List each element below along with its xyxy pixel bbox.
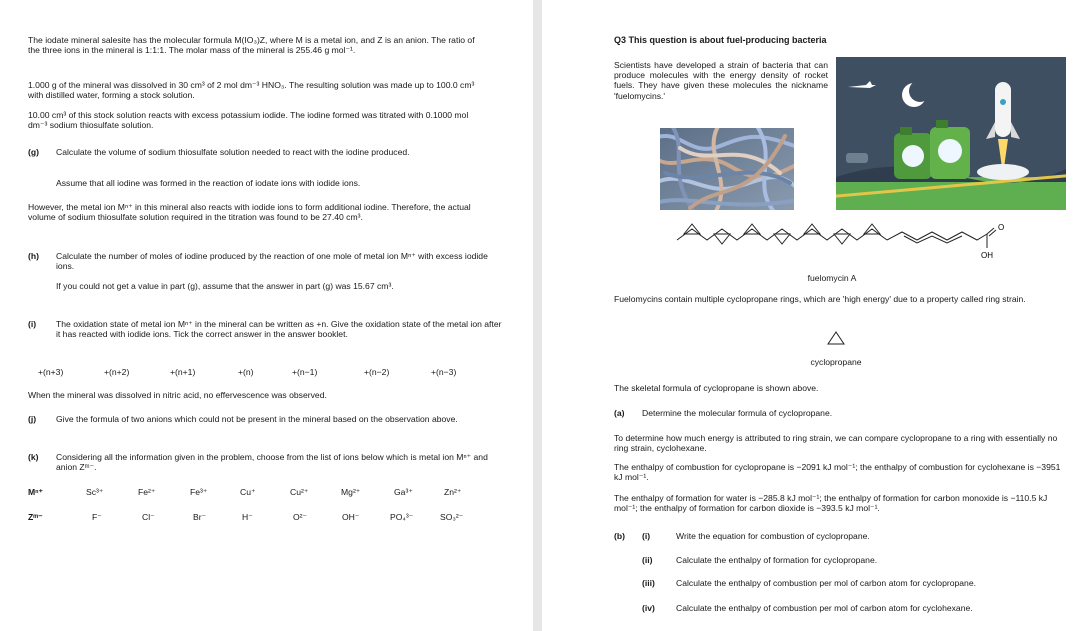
sub-text: Calculate the enthalpy of formation for cyclopropane. — [676, 555, 878, 565]
question-j — [28, 414, 508, 424]
cyclopropane-structure — [826, 330, 846, 346]
question-b-label: (b) — [614, 531, 625, 541]
question-k-label: (k) — [28, 452, 39, 462]
oxygen-label: O — [998, 223, 1005, 232]
question-j-label: (j) — [28, 414, 37, 424]
question-a — [614, 408, 1080, 418]
cation: Ga³⁺ — [394, 487, 413, 497]
sub-label: (iii) — [642, 578, 655, 588]
anion: F⁻ — [92, 512, 102, 522]
skeletal-paragraph: The skeletal formula of cyclopropane is shown above. — [614, 383, 819, 393]
option[interactable]: +(n−1) — [292, 367, 318, 377]
nitric-paragraph: When the mineral was dissolved in nitric acid, no effervescence was observed. — [28, 390, 327, 400]
anion: Cl⁻ — [142, 512, 155, 522]
option[interactable]: +(n+3) — [38, 367, 64, 377]
intro-paragraph: Scientists have developed a strain of bacteria that can produce molecules with the energy density of rocket fuels. They have given these molecules the nickname 'fuelomycins.' — [614, 60, 828, 101]
question-i-label: (i) — [28, 319, 37, 329]
option[interactable]: +(n−3) — [431, 367, 457, 377]
anion-head: Zᵐ⁻ — [28, 512, 43, 522]
cation: Mg²⁺ — [341, 487, 361, 497]
cation: Fe³⁺ — [190, 487, 208, 497]
question-i-text: The oxidation state of metal ion Mⁿ⁺ in the mineral can be written as +n. Give the oxidation state of the metal ion after it has reacted with iodide ions. Tick the correct answer in the answer booklet. — [56, 319, 502, 340]
option[interactable]: +(n−2) — [364, 367, 390, 377]
sub-text: Calculate the enthalpy of combustion per mol of carbon atom for cyclopropane. — [676, 578, 976, 588]
option[interactable]: +(n+2) — [104, 367, 130, 377]
question-j-text: Give the formula of two anions which could not be present in the mineral based on the observation above. — [56, 414, 458, 424]
left-page — [0, 0, 533, 631]
ring-strain-paragraph: Fuelomycins contain multiple cyclopropane rings, which are 'high energy' due to a property called ring strain. — [614, 294, 1026, 304]
cyclopropane-caption: cyclopropane — [810, 357, 862, 367]
intro-paragraph-3: 10.00 cm³ of this stock solution reacts with excess potassium iodide. The iodine formed was titrated with 0.1000 mol dm⁻³ sodium thiosulfate solution. — [28, 110, 469, 131]
anion: H⁻ — [242, 512, 253, 522]
cation: Cu⁺ — [240, 487, 256, 497]
sub-label: (ii) — [642, 555, 653, 565]
question-h-note: If you could not get a value in part (g), assume that the answer in part (g) was 15.67 cm³. — [56, 281, 394, 291]
combustion-paragraph: The enthalpy of combustion for cyclopropane is −2091 kJ mol⁻¹; the enthalpy of combustion for cyclohexane is −3951 kJ mol⁻¹. — [614, 462, 1061, 483]
strain-paragraph: To determine how much energy is attributed to ring strain, we can compare cyclopropane to a ring with essentially no ring strain, cyclohexane. — [614, 433, 1058, 454]
question-g-label: (g) — [28, 147, 39, 157]
question-a-text: Determine the molecular formula of cyclopropane. — [642, 408, 833, 418]
anion: Br⁻ — [193, 512, 207, 522]
sub-label: (iv) — [642, 603, 655, 613]
question-a-label: (a) — [614, 408, 625, 418]
question-k — [28, 452, 508, 472]
right-page — [542, 0, 1080, 631]
fuelomycin-caption: fuelomycin A — [807, 273, 857, 283]
intro-paragraph-2: 1.000 g of the mineral was dissolved in 30 cm³ of 2 mol dm⁻³ HNO₃. The resulting solution was made up to 100.0 cm³ with distilled water, forming a stock solution. — [28, 80, 475, 101]
anion: O²⁻ — [293, 512, 308, 522]
cation: Fe²⁺ — [138, 487, 156, 497]
bacteria-photo — [660, 128, 794, 210]
cation: Sc³⁺ — [86, 487, 104, 497]
question-i — [28, 319, 508, 339]
sub-text: Calculate the enthalpy of combustion per mol of carbon atom for cyclohexane. — [676, 603, 973, 613]
option[interactable]: +(n+1) — [170, 367, 196, 377]
question-h — [28, 251, 508, 271]
fuelomycin-structure — [672, 212, 1012, 272]
however-paragraph: However, the metal ion Mⁿ⁺ in this mineral also reacts with iodide ions to form additional iodine. Therefore, the actual volume of sodium thiosulfate solution required in the titration was found to be 27.40 cm³. — [28, 202, 471, 223]
sub-text: Write the equation for combustion of cyclopropane. — [676, 531, 870, 541]
intro-paragraph-1: The iodate mineral salesite has the molecular formula M(IO₃)Z, where M is a metal ion, and Z is an anion. The ratio of the three ions in the mineral is 1:1:1. The molar mass of the mineral is 255.46 g mol⁻¹. — [28, 35, 475, 56]
sub-label: (i) — [642, 531, 651, 541]
question-k-text: Considering all the information given in the problem, choose from the list of ions below which is metal ion Mⁿ⁺ and anion Zᵐ⁻. — [56, 452, 488, 473]
question-3-title: Q3 This question is about fuel-producing bacteria — [614, 35, 827, 45]
fuel-rocket-illustration — [836, 57, 1066, 210]
option[interactable]: +(n) — [238, 367, 254, 377]
question-g — [28, 147, 508, 157]
question-h-text: Calculate the number of moles of iodine produced by the reaction of one mole of metal ion Mⁿ⁺ with excess iodide ions. — [56, 251, 488, 272]
cation-head: Mⁿ⁺ — [28, 487, 44, 497]
question-g-note: Assume that all iodine was formed in the reaction of iodate ions with iodide ions. — [56, 178, 361, 188]
anion: PO₄³⁻ — [390, 512, 414, 522]
cation: Cu²⁺ — [290, 487, 309, 497]
formation-paragraph: The enthalpy of formation for water is −285.8 kJ mol⁻¹; the enthalpy of formation for carbon monoxide is −110.5 kJ mol⁻¹; the enthalpy of formation for carbon dioxide is −393.5 kJ mol⁻¹. — [614, 493, 1048, 514]
anion: SO₃²⁻ — [440, 512, 464, 522]
question-g-text: Calculate the volume of sodium thiosulfate solution needed to react with the iodine produced. — [56, 147, 410, 157]
cation: Zn²⁺ — [444, 487, 462, 497]
question-h-label: (h) — [28, 251, 39, 261]
hydroxyl-label: OH — [981, 251, 993, 260]
anion: OH⁻ — [342, 512, 360, 522]
